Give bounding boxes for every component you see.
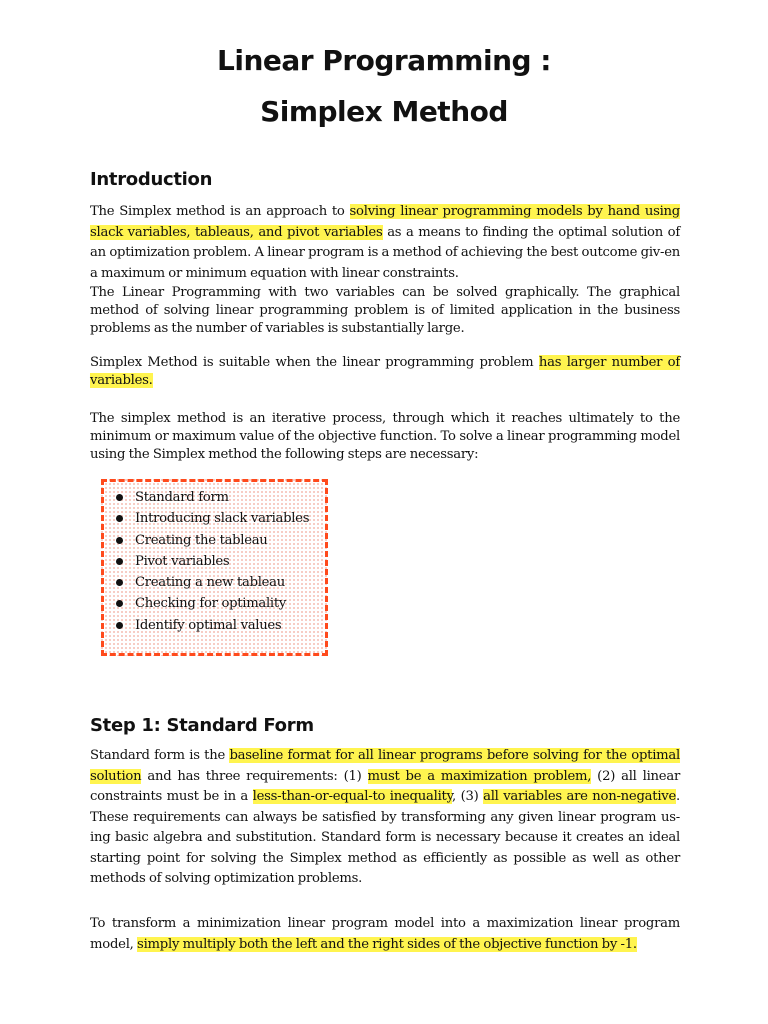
highlighted-text: has larger number of variables. bbox=[90, 355, 680, 389]
highlighted-text: simply multiply both the left and the right sides of the objective function by -1. bbox=[137, 936, 637, 952]
title-line-2: Simplex Method bbox=[260, 95, 508, 128]
list-item bbox=[113, 551, 309, 572]
highlighted-text: baseline format for all linear programs before solving for the optimal solution bbox=[90, 748, 681, 784]
list-item bbox=[113, 615, 309, 636]
intro-paragraph-4: The simplex method is an iterative process, through which it reaches ultimately to the minimum or maximum value of the objective function. To solve a linear programming model using the Simplex method the following steps are necessary: bbox=[90, 411, 680, 463]
text-run: (2) all linear constraints must be in a bbox=[90, 768, 681, 804]
list-item bbox=[113, 572, 309, 593]
list-item bbox=[113, 593, 309, 614]
step1-paragraph-2 bbox=[90, 914, 680, 955]
bullet-icon bbox=[116, 600, 123, 607]
text-run: . These requirements can always be satisfied by transforming any given linear program us-ing basic algebra and substitution. Standard form is necessary because it creates an ideal starting point for solving the Simplex method as efficiently as possible as well as other methods of solving optimization problems. bbox=[90, 789, 680, 886]
highlighted-text: less-than-or-equal-to inequality bbox=[252, 789, 453, 804]
bullet-icon bbox=[116, 579, 123, 586]
step-label: Introducing slack variables bbox=[135, 511, 310, 527]
text-run: Standard form is the bbox=[90, 748, 230, 763]
step-label: Identify optimal values bbox=[135, 617, 282, 633]
list-item bbox=[113, 487, 309, 508]
step-label: Standard form bbox=[135, 490, 229, 505]
intro-paragraph-2: The Linear Programming with two variables can be solved graphically. The graphical method of solving linear programming problem is of limited application in the business problems as the number of variables is substantially large. bbox=[90, 285, 680, 337]
list-item bbox=[113, 530, 309, 551]
bullet-icon bbox=[116, 494, 123, 501]
introduction-heading: Introduction bbox=[90, 169, 213, 190]
bullet-icon bbox=[116, 622, 123, 629]
step1-paragraph-1 bbox=[90, 746, 680, 890]
text-run: Simplex Method is suitable when the linear programming problem bbox=[90, 355, 539, 370]
steps-box bbox=[101, 479, 328, 656]
text-run: and has three requirements: (1) bbox=[141, 768, 368, 784]
title-line-1: Linear Programming : bbox=[217, 44, 551, 77]
intro-paragraph-3 bbox=[90, 354, 680, 390]
bullet-icon bbox=[116, 558, 123, 565]
highlighted-text: must be a maximization problem, bbox=[367, 768, 592, 784]
text-run: , (3) bbox=[452, 789, 484, 804]
bullet-icon bbox=[116, 515, 123, 522]
list-item bbox=[113, 508, 309, 529]
highlighted-text: solving linear programming models by hand using slack variables, tableaus, and pivot variables bbox=[90, 204, 680, 240]
step-label: Creating the tableau bbox=[135, 532, 268, 548]
intro-paragraph-1 bbox=[90, 202, 680, 284]
text-run: as a means to finding the optimal solution of an optimization problem. A linear program is a method of achieving the best outcome giv-en a maximum or minimum equation with linear constraints. bbox=[90, 224, 680, 281]
step1-heading: Step 1: Standard Form bbox=[90, 715, 314, 736]
step-label: Creating a new tableau bbox=[135, 575, 285, 591]
step-label: Pivot variables bbox=[135, 553, 230, 569]
text-run: The Simplex method is an approach to bbox=[90, 204, 350, 219]
highlighted-text: all variables are non-negative bbox=[483, 789, 677, 804]
text-run: To transform a minimization linear program model into a maximization linear program model, bbox=[90, 916, 680, 952]
bullet-icon bbox=[116, 537, 123, 544]
step-label: Checking for optimality bbox=[135, 596, 286, 612]
steps-list bbox=[113, 487, 309, 636]
